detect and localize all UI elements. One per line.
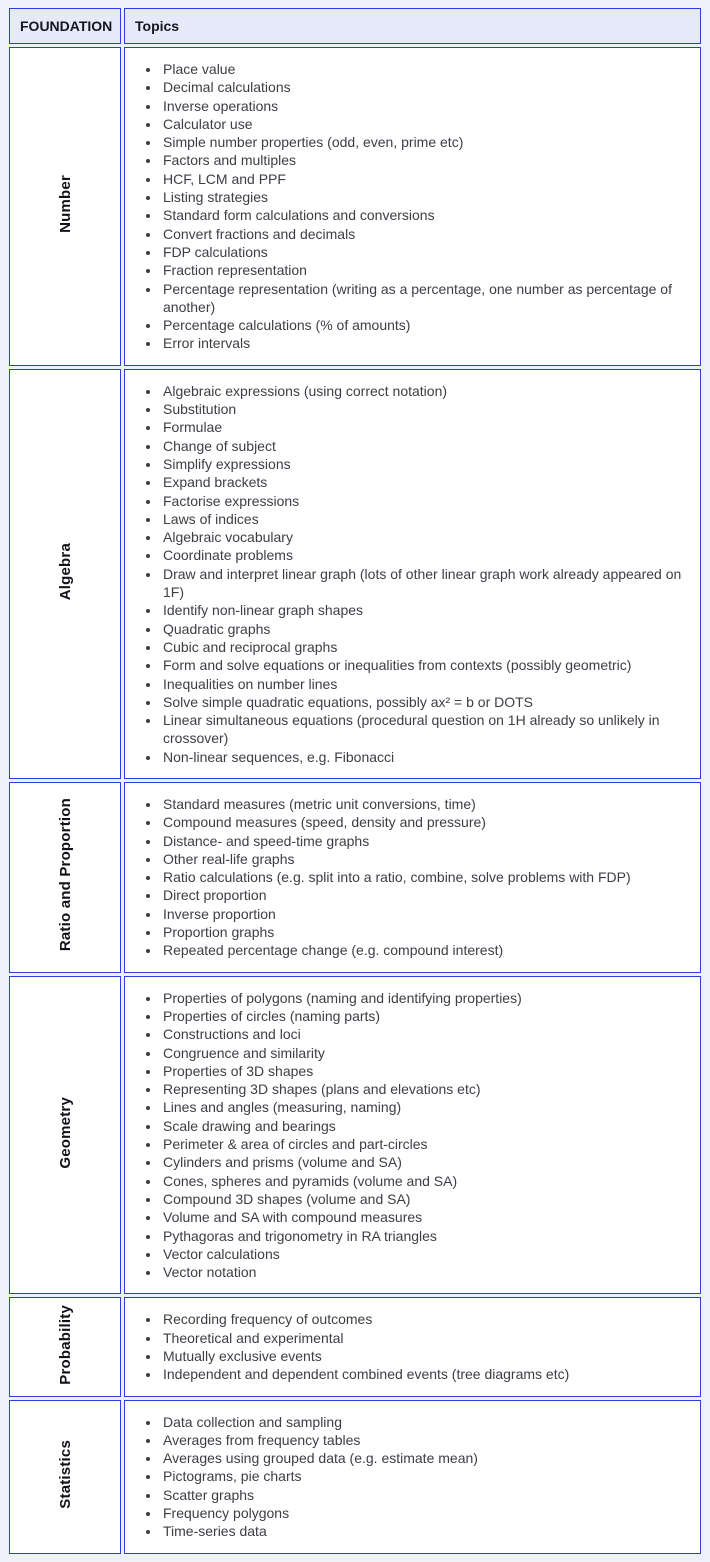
section-row-probability [9, 1297, 701, 1396]
topic-item: • Laws of indices [161, 510, 688, 528]
topic-item: • Properties of 3D shapes [161, 1062, 688, 1080]
topic-item: • Simple number properties (odd, even, prime etc) [161, 133, 688, 151]
section-label: Algebra [56, 542, 74, 600]
section-label: Geometry [56, 1096, 74, 1169]
section-label-cell-number [9, 47, 121, 366]
section-row-ratio-and-proportion [9, 782, 701, 973]
topic-item: • Inequalities on number lines [161, 675, 688, 693]
topics-cell-ratio-and-proportion [124, 782, 701, 973]
topic-item: • Ratio calculations (e.g. split into a ratio, combine, solve problems with FDP) [161, 868, 688, 886]
topic-item: • Decimal calculations [161, 78, 688, 96]
topic-item: • Inverse proportion [161, 905, 688, 923]
topic-item: • Distance- and speed-time graphs [161, 832, 688, 850]
topic-item: • Draw and interpret linear graph (lots of other linear graph work already appeared on 1F) [161, 565, 688, 602]
topic-item: • Simplify expressions [161, 455, 688, 473]
topic-item: • Scale drawing and bearings [161, 1117, 688, 1135]
topic-item: • Theoretical and experimental [161, 1329, 688, 1347]
topics-cell-statistics [124, 1400, 701, 1554]
topics-list [139, 1413, 688, 1541]
topic-item: • Properties of polygons (naming and identifying properties) [161, 989, 688, 1007]
topic-item: • Mutually exclusive events [161, 1347, 688, 1365]
topic-item: • Representing 3D shapes (plans and elevations etc) [161, 1080, 688, 1098]
topic-item: • Perimeter & area of circles and part-circles [161, 1135, 688, 1153]
section-label-cell-geometry [9, 976, 121, 1295]
topic-item: • Volume and SA with compound measures [161, 1208, 688, 1226]
topics-cell-probability [124, 1297, 701, 1396]
section-label: Probability [56, 1304, 74, 1385]
topic-item: • Factorise expressions [161, 492, 688, 510]
section-row-algebra [9, 369, 701, 779]
topic-item: • Substitution [161, 400, 688, 418]
topic-item: • Cones, spheres and pyramids (volume and SA) [161, 1172, 688, 1190]
section-row-statistics [9, 1400, 701, 1554]
topics-list [139, 795, 688, 960]
topics-cell-algebra [124, 369, 701, 779]
topic-item: • Pythagoras and trigonometry in RA triangles [161, 1227, 688, 1245]
topic-item: • Form and solve equations or inequalities from contexts (possibly geometric) [161, 656, 688, 674]
topic-item: • Standard measures (metric unit conversions, time) [161, 795, 688, 813]
topic-item: • Change of subject [161, 437, 688, 455]
topic-item: • Percentage calculations (% of amounts) [161, 316, 688, 334]
topic-item: • HCF, LCM and PPF [161, 170, 688, 188]
topic-item: • Percentage representation (writing as a percentage, one number as percentage of another) [161, 280, 688, 317]
topic-item: • Congruence and similarity [161, 1044, 688, 1062]
topic-item: • Factors and multiples [161, 151, 688, 169]
section-label-cell-statistics [9, 1400, 121, 1554]
topic-item: • Data collection and sampling [161, 1413, 688, 1431]
foundation-topics-table [6, 5, 704, 1557]
topic-item: • Repeated percentage change (e.g. compound interest) [161, 941, 688, 959]
topic-item: • Direct proportion [161, 886, 688, 904]
topic-item: • Quadratic graphs [161, 620, 688, 638]
section-label: Number [56, 174, 74, 233]
topic-item: • Constructions and loci [161, 1025, 688, 1043]
topics-cell-number [124, 47, 701, 366]
topic-item: • Non-linear sequences, e.g. Fibonacci [161, 748, 688, 766]
topic-item: • Error intervals [161, 334, 688, 352]
section-label: Statistics [56, 1439, 74, 1509]
topic-item: • Vector notation [161, 1263, 688, 1281]
topic-item: • Expand brackets [161, 473, 688, 491]
topic-item: • Listing strategies [161, 188, 688, 206]
topic-item: • Properties of circles (naming parts) [161, 1007, 688, 1025]
topic-item: • Coordinate problems [161, 546, 688, 564]
foundation-header-cell: FOUNDATION [9, 8, 121, 44]
topic-item: • Cylinders and prisms (volume and SA) [161, 1153, 688, 1171]
topic-item: • Cubic and reciprocal graphs [161, 638, 688, 656]
topic-item: • Formulae [161, 418, 688, 436]
topic-item: • Averages from frequency tables [161, 1431, 688, 1449]
topic-item: • Compound measures (speed, density and pressure) [161, 813, 688, 831]
section-label-cell-ratio-and-proportion [9, 782, 121, 973]
section-label-cell-probability [9, 1297, 121, 1396]
topics-list [139, 989, 688, 1282]
topics-header-cell: Topics [124, 8, 701, 44]
section-label-cell-algebra [9, 369, 121, 779]
topics-list [139, 382, 688, 766]
topic-item: • Lines and angles (measuring, naming) [161, 1098, 688, 1116]
topic-item: • Fraction representation [161, 261, 688, 279]
topic-item: • Pictograms, pie charts [161, 1467, 688, 1485]
topics-list [139, 1310, 688, 1383]
topic-item: • Recording frequency of outcomes [161, 1310, 688, 1328]
topic-item: • Place value [161, 60, 688, 78]
section-row-number [9, 47, 701, 366]
topic-item: • Independent and dependent combined events (tree diagrams etc) [161, 1365, 688, 1383]
topic-item: • FDP calculations [161, 243, 688, 261]
topic-item: • Proportion graphs [161, 923, 688, 941]
topic-item: • Algebraic vocabulary [161, 528, 688, 546]
topic-item: • Calculator use [161, 115, 688, 133]
topic-item: • Algebraic expressions (using correct notation) [161, 382, 688, 400]
section-row-geometry [9, 976, 701, 1295]
topic-item: • Scatter graphs [161, 1486, 688, 1504]
topic-item: • Convert fractions and decimals [161, 225, 688, 243]
topic-item: • Compound 3D shapes (volume and SA) [161, 1190, 688, 1208]
topic-item: • Linear simultaneous equations (procedural question on 1H already so unlikely in crossover) [161, 711, 688, 748]
topic-item: • Solve simple quadratic equations, possibly ax² = b or DOTS [161, 693, 688, 711]
topic-item: • Vector calculations [161, 1245, 688, 1263]
table-body [9, 47, 701, 1554]
topic-item: • Time-series data [161, 1522, 688, 1540]
header-row [9, 8, 701, 44]
topic-item: • Identify non-linear graph shapes [161, 601, 688, 619]
topics-list [139, 60, 688, 353]
topic-item: • Standard form calculations and conversions [161, 206, 688, 224]
topics-cell-geometry [124, 976, 701, 1295]
topic-item: • Inverse operations [161, 97, 688, 115]
topic-item: • Other real-life graphs [161, 850, 688, 868]
topic-item: • Averages using grouped data (e.g. estimate mean) [161, 1449, 688, 1467]
topic-item: • Frequency polygons [161, 1504, 688, 1522]
section-label: Ratio and Proportion [56, 798, 74, 952]
